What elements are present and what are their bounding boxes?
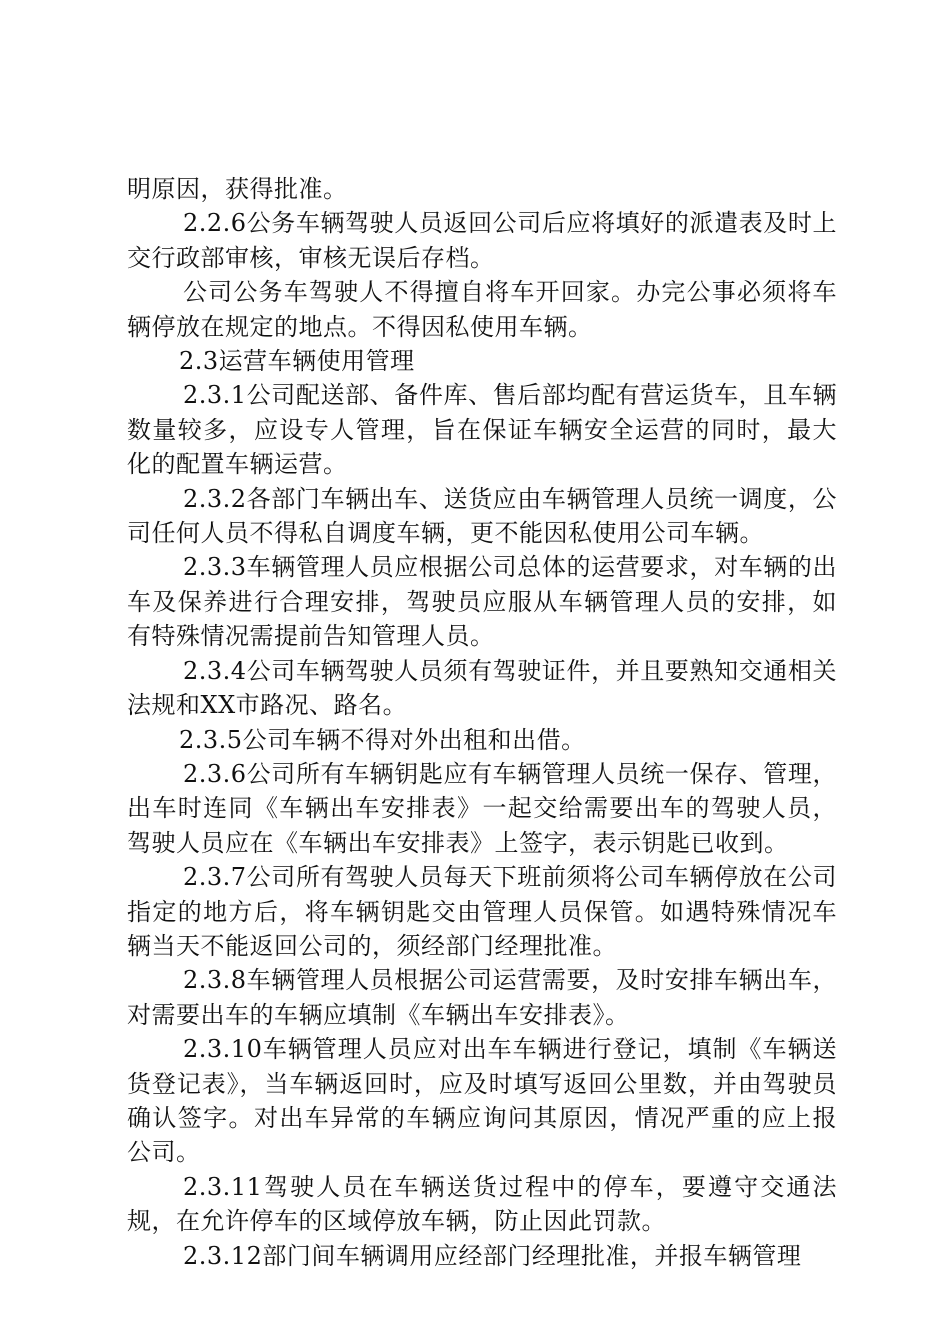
section-heading-2-3: 2.3运营车辆使用管理 bbox=[179, 347, 415, 376]
document-body bbox=[127, 172, 837, 1273]
paragraph-2-3-1: 2.3.1公司配送部、备件库、售后部均配有营运货车，且车辆数量较多，应设专人管理，旨在保证车辆安全运营的同时，最大化的配置车辆运营。 bbox=[127, 381, 837, 479]
paragraph-continuation: 明原因，获得批准。 bbox=[127, 175, 348, 203]
paragraph-2-3-2: 2.3.2各部门车辆出车、送货应由车辆管理人员统一调度，公司任何人员不得私自调度车辆，更不能因私使用公司车辆。 bbox=[127, 484, 837, 548]
paragraph-2-3-12: 2.3.12部门间车辆调用应经部门经理批准，并报车辆管理 bbox=[183, 1241, 802, 1270]
paragraph-2-3-11: 2.3.11驾驶人员在车辆送货过程中的停车，要遵守交通法规，在允许停车的区域停放车辆，防止因此罚款。 bbox=[127, 1172, 837, 1236]
paragraph-2-3-3: 2.3.3车辆管理人员应根据公司总体的运营要求，对车辆的出车及保养进行合理安排，驾驶员应服从车辆管理人员的安排，如有特殊情况需提前告知管理人员。 bbox=[127, 553, 837, 651]
paragraph-2-3-7: 2.3.7公司所有驾驶人员每天下班前须将公司车辆停放在公司指定的地方后，将车辆钥匙交由管理人员保管。如遇特殊情况车辆当天不能返回公司的，须经部门经理批准。 bbox=[127, 863, 837, 960]
paragraph-official-car-rule: 公司公务车驾驶人不得擅自将车开回家。办完公事必须将车辆停放在规定的地点。不得因私使用车辆。 bbox=[127, 278, 837, 341]
paragraph-2-3-5: 2.3.5公司车辆不得对外出租和出借。 bbox=[179, 725, 586, 754]
paragraph-2-3-8: 2.3.8车辆管理人员根据公司运营需要，及时安排车辆出车，对需要出车的车辆应填制《车辆出车安排表》。 bbox=[127, 966, 837, 1029]
paragraph-2-3-10: 2.3.10车辆管理人员应对出车车辆进行登记，填制《车辆送货登记表》，当车辆返回时，应及时填写返回公里数，并由驾驶员确认签字。对出车异常的车辆应询问其原因，情况严重的应上报公司。 bbox=[127, 1035, 837, 1167]
paragraph-2-2-6: 2.2.6公务车辆驾驶人员返回公司后应将填好的派遣表及时上交行政部审核，审核无误后存档。 bbox=[127, 209, 837, 272]
paragraph-2-3-4: 2.3.4公司车辆驾驶人员须有驾驶证件，并且要熟知交通相关法规和XX市路况、路名。 bbox=[127, 656, 837, 720]
paragraph-2-3-6: 2.3.6公司所有车辆钥匙应有车辆管理人员统一保存、管理，出车时连同《车辆出车安排表》一起交给需要出车的驾驶人员，驾驶人员应在《车辆出车安排表》上签字，表示钥匙已收到。 bbox=[127, 759, 837, 857]
